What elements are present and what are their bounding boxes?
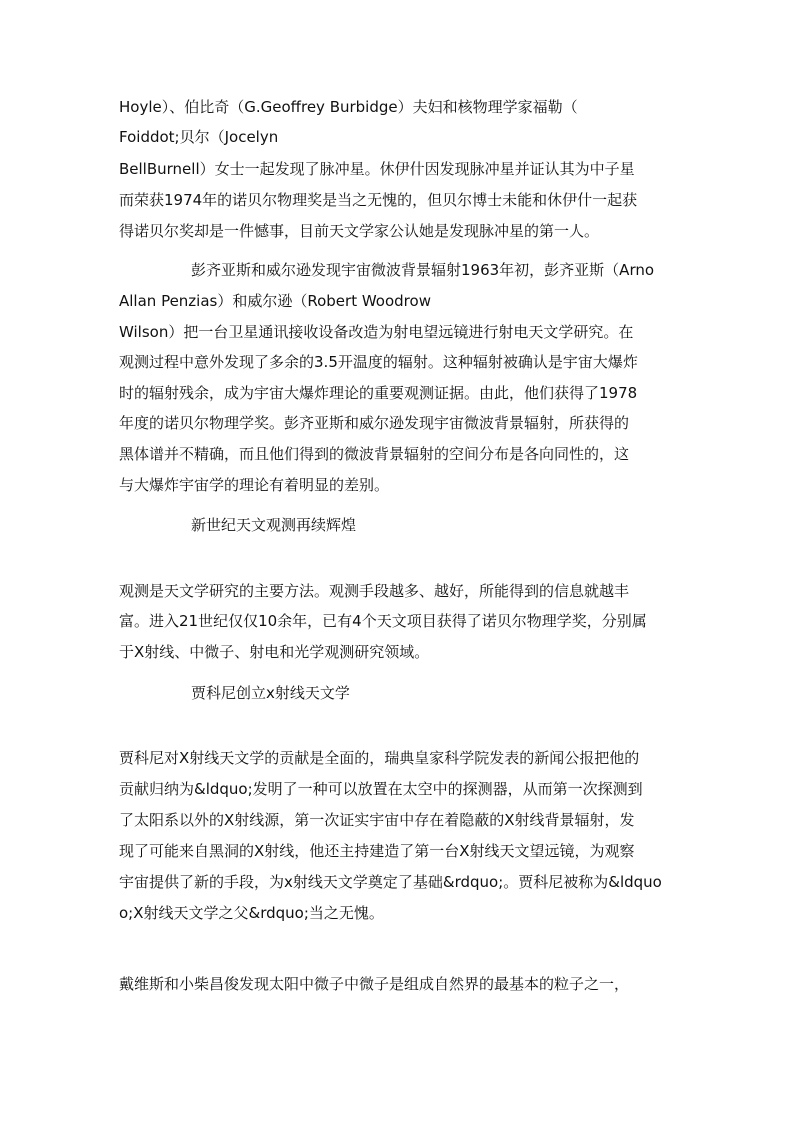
text-line: 贾科尼对X射线天文学的贡献是全面的，瑞典皇家科学院发表的新闻公报把他的 bbox=[119, 749, 640, 767]
text-line: 黑体谱并不精确，而且他们得到的微波背景辐射的空间分布是各向同性的，这 bbox=[119, 445, 630, 463]
text-line: 年度的诺贝尔物理学奖。彭齐亚斯和威尔逊发现宇宙微波背景辐射，所获得的 bbox=[119, 414, 630, 432]
text-line: 得诺贝尔奖却是一件憾事，目前天文学家公认她是发现脉冲星的第一人。 bbox=[119, 222, 600, 240]
text-line: o;X射线天文学之父&rdquo;当之无愧。 bbox=[119, 904, 384, 922]
paragraph-first-line: 彭齐亚斯和威尔逊发现宇宙微波背景辐射1963年初，彭齐亚斯（Arno bbox=[191, 261, 655, 279]
text-line: 观测是天文学研究的主要方法。观测手段越多、越好，所能得到的信息就越丰 bbox=[119, 582, 630, 600]
text-line: Wilson）把一台卫星通讯接收设备改造为射电望远镜进行射电天文学研究。在 bbox=[119, 323, 634, 341]
text-line: 戴维斯和小柴昌俊发现太阳中微子中微子是组成自然界的最基本的粒子之一， bbox=[119, 975, 630, 993]
section-heading: 新世纪天文观测再续辉煌 bbox=[191, 516, 357, 534]
text-line: 了太阳系以外的X射线源，第一次证实宇宙中存在着隐蔽的X射线背景辐射，发 bbox=[119, 811, 635, 829]
text-line: 宇宙提供了新的手段，为x射线天文学奠定了基础&rdquo;。贾科尼被称为&ldquo bbox=[119, 873, 662, 891]
text-line: 时的辐射残余，成为宇宙大爆炸理论的重要观测证据。由此，他们获得了1978 bbox=[119, 384, 638, 402]
text-line: Allan Penzias）和威尔逊（Robert Woodrow bbox=[119, 292, 431, 310]
text-line: Hoyle）、伯比奇（G.Geoffrey Burbidge）夫妇和核物理学家福勒（ bbox=[119, 98, 578, 116]
text-line: 于X射线、中微子、射电和光学观测研究领域。 bbox=[119, 643, 430, 661]
text-line: 现了可能来自黑洞的X射线，他还主持建造了第一台X射线天文望远镜，为观察 bbox=[119, 842, 635, 860]
text-line: 贡献归纳为&ldquo;发明了一种可以放置在太空中的探测器，从而第一次探测到 bbox=[119, 780, 643, 798]
text-line: Foiddot;贝尔（Jocelyn bbox=[119, 128, 279, 146]
text-line: BellBurnell）女士一起发现了脉冲星。休伊什因发现脉冲星并证认其为中子星 bbox=[119, 160, 635, 178]
section-heading: 贾科尼创立x射线天文学 bbox=[191, 684, 350, 702]
text-line: 而荣获1974年的诺贝尔物理奖是当之无愧的，但贝尔博士未能和休伊什一起获 bbox=[119, 191, 638, 209]
text-line: 观测过程中意外发现了多余的3.5开温度的辐射。这种辐射被确认是宇宙大爆炸 bbox=[119, 353, 638, 371]
text-line: 富。进入21世纪仅仅10余年，已有4个天文项目获得了诺贝尔物理学奖，分别属 bbox=[119, 612, 647, 630]
text-line: 与大爆炸宇宙学的理论有着明显的差别。 bbox=[119, 476, 390, 494]
